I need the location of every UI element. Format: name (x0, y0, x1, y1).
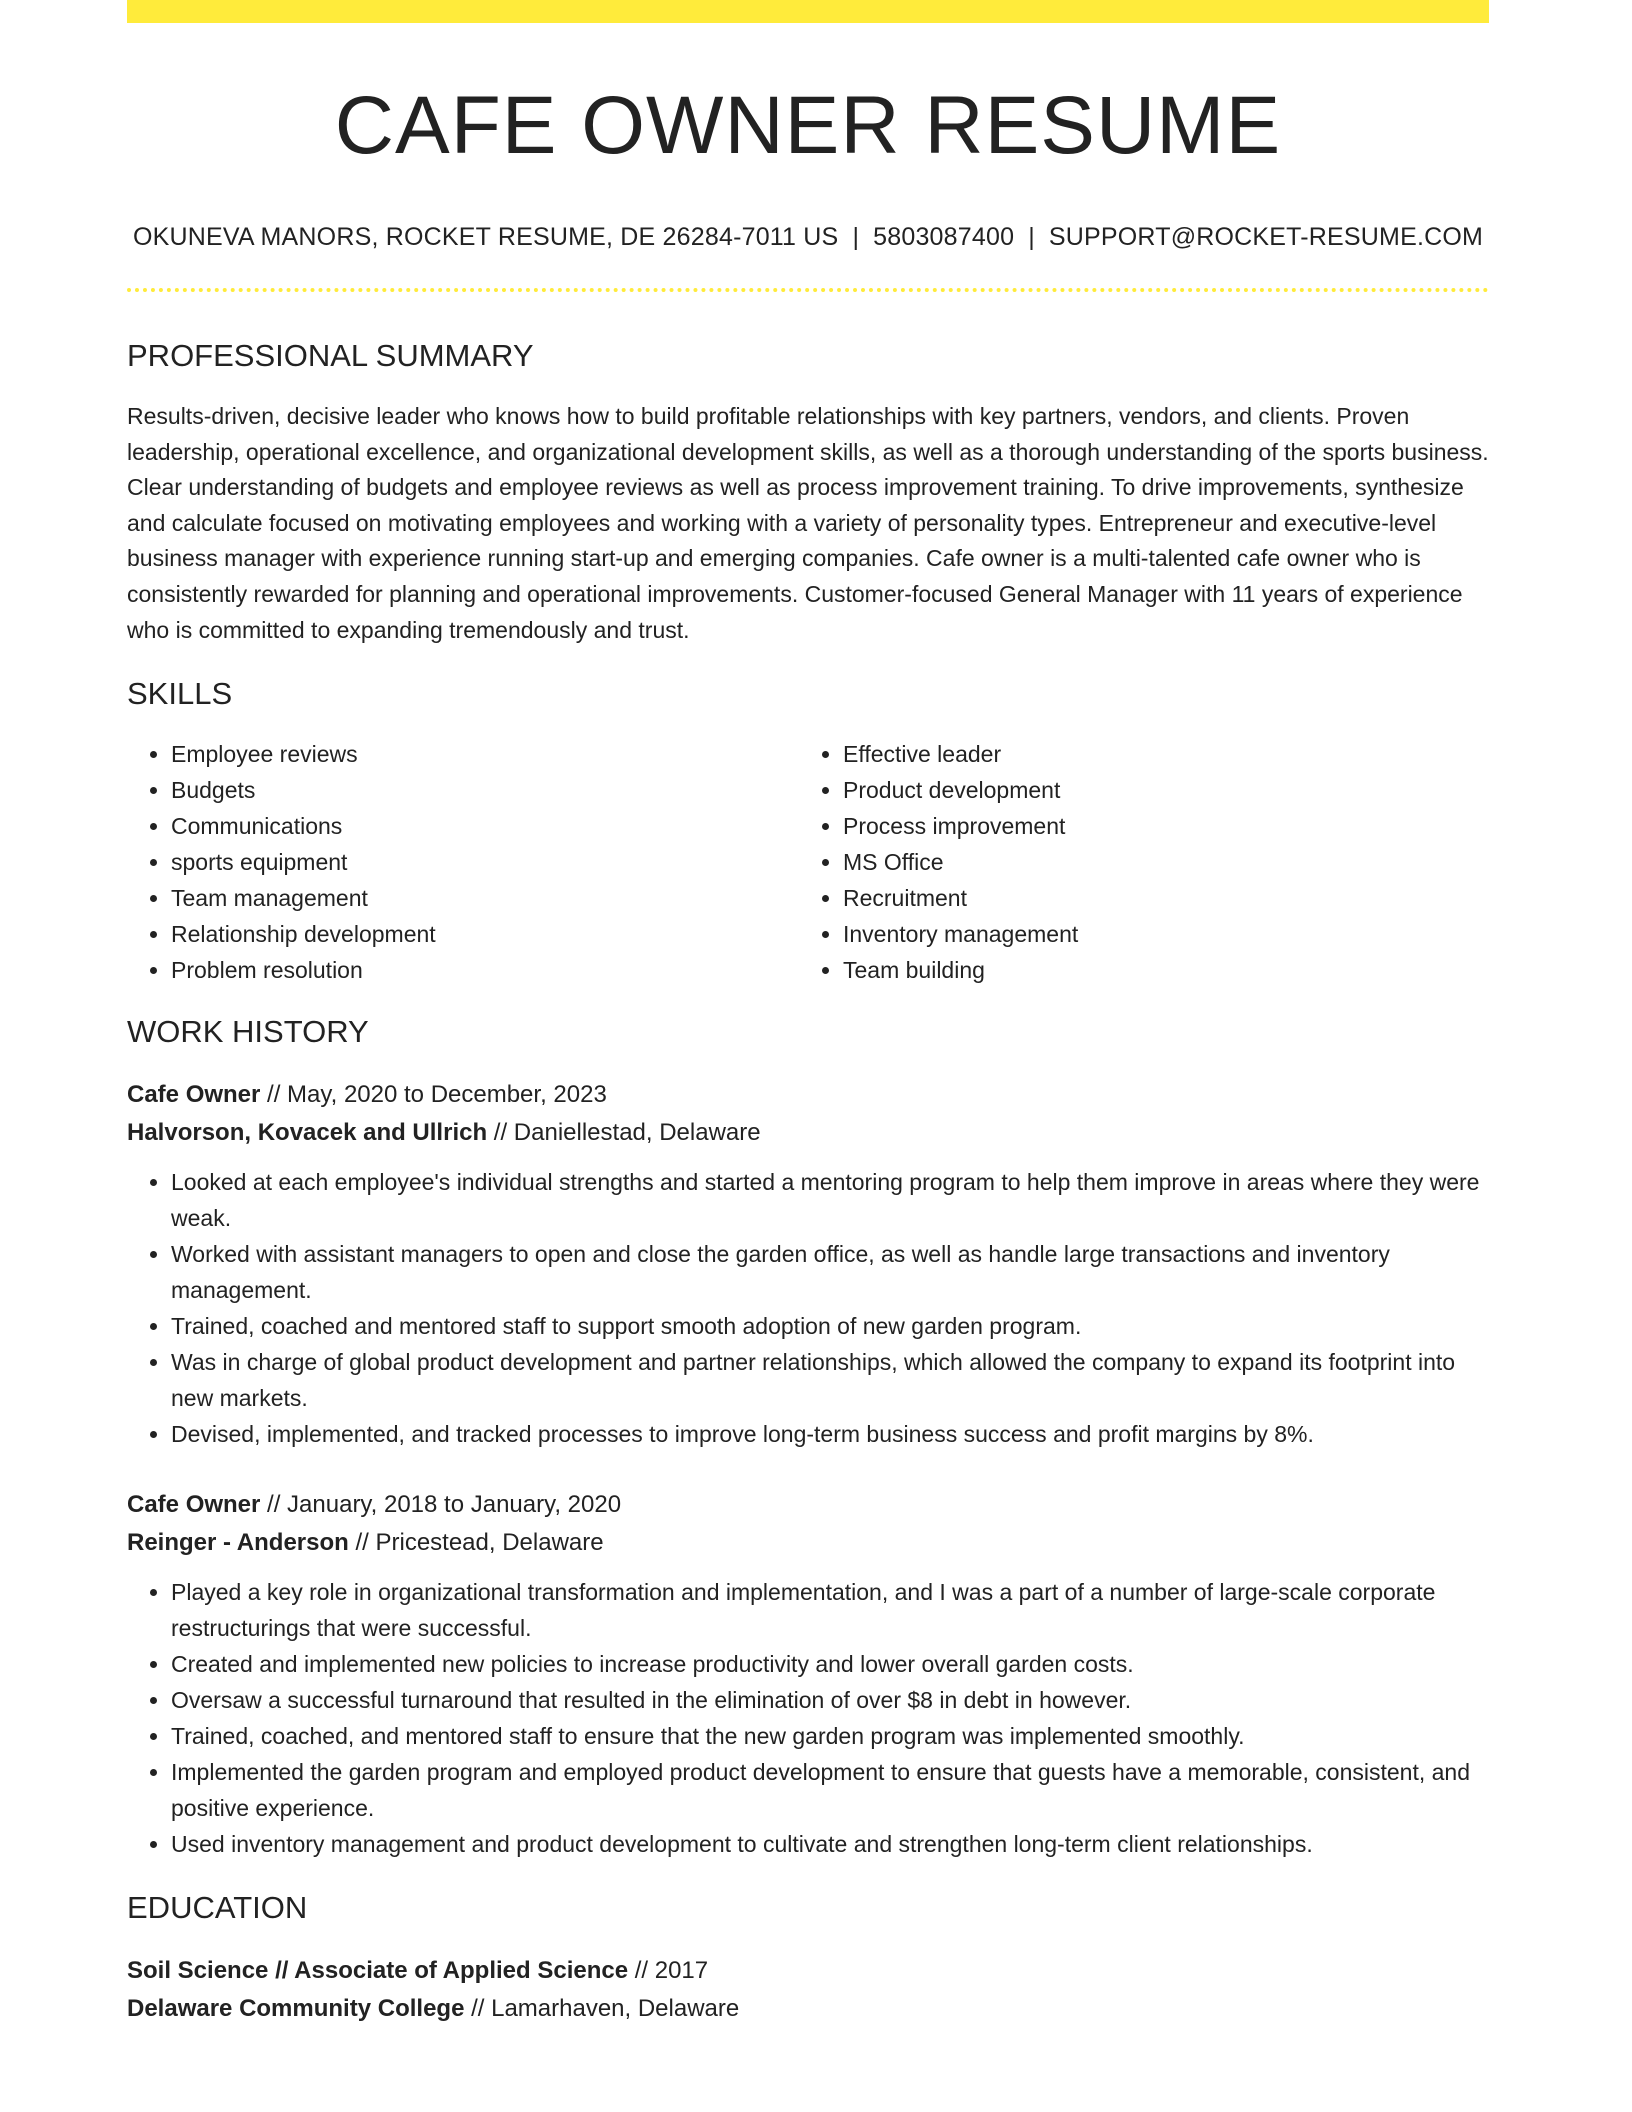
skills-grid (127, 736, 1489, 988)
job-dates: // May, 2020 to December, 2023 (267, 1081, 607, 1109)
resume-page (127, 0, 1489, 2028)
education-entry (127, 1952, 1489, 2028)
job-title-line (127, 1076, 1489, 1114)
skill-item: • Inventory management (843, 916, 1471, 952)
job-entry (127, 1076, 1489, 1452)
job-bullet: • Implemented the garden program and employed product development to ensure that guests have a memorable, consistent, and positive experience. (171, 1754, 1489, 1826)
job-bullet: • Created and implemented new policies to increase productivity and lower overall garden costs. (171, 1646, 1489, 1682)
education-school-line (127, 1990, 1489, 2028)
job-bullet: • Oversaw a successful turnaround that resulted in the elimination of over $8 in debt in however. (171, 1682, 1489, 1718)
skills-heading: SKILLS (127, 676, 233, 712)
summary-heading: PROFESSIONAL SUMMARY (127, 338, 534, 374)
job-bullet: • Worked with assistant managers to open and close the garden office, as well as handle large transactions and inventory management. (171, 1236, 1489, 1308)
job-location: // Pricestead, Delaware (355, 1529, 604, 1557)
job-company-line (127, 1524, 1489, 1562)
summary-text: Results-driven, decisive leader who knows how to build profitable relationships with key partners, vendors, and clients. Proven leadership, operational excellence, and organizational development skills, as well as a thorough understanding of the sports business. Clear understanding of budgets and employee reviews as well as process improvement training. To drive improvements, synthesize and calculate focused on motivating employees and working with a variety of personality types. Entrepreneur and executive-level business manager with experience running start-up and emerging companies. Cafe owner is a multi-talented cafe owner who is consistently rewarded for planning and operational improvements. Customer-focused General Manager with 11 years of experience who is committed to expanding tremendously and trust. (127, 403, 1489, 643)
resume-title: CAFE OWNER RESUME (334, 80, 1282, 171)
skill-item: • Relationship development (171, 916, 799, 952)
contact-separator: | (1028, 223, 1035, 252)
contact-email[interactable]: SUPPORT@ROCKET-RESUME.COM (1048, 223, 1484, 252)
job-bullet: • Played a key role in organizational transformation and implementation, and I was a part of a number of large-scale corporate restructurings that were successful. (171, 1574, 1489, 1646)
dotted-divider (127, 288, 1489, 292)
job-bullet: • Used inventory management and product development to cultivate and strengthen long-term client relationships. (171, 1826, 1489, 1862)
skill-item: • MS Office (843, 844, 1471, 880)
skill-item: • Effective leader (843, 736, 1471, 772)
skill-item: • Team building (843, 952, 1471, 988)
job-company-line (127, 1114, 1489, 1152)
skill-item: • Communications (171, 808, 799, 844)
education-degree: Soil Science // Associate of Applied Science (127, 1957, 629, 1985)
skill-item: • Employee reviews (171, 736, 799, 772)
job-entry (127, 1486, 1489, 1862)
job-title: Cafe Owner (127, 1081, 261, 1109)
education-school: Delaware Community College (127, 1995, 465, 2023)
contact-phone[interactable]: 5803087400 (873, 223, 1015, 252)
contact-address: OKUNEVA MANORS, ROCKET RESUME, DE 26284-7011 US (132, 223, 839, 252)
job-bullets (127, 1574, 1489, 1862)
job-bullet: • Devised, implemented, and tracked processes to improve long-term business success and profit margins by 8%. (171, 1416, 1489, 1452)
job-company: Halvorson, Kovacek and Ullrich (127, 1119, 488, 1147)
job-dates: // January, 2018 to January, 2020 (267, 1491, 622, 1519)
skill-item: • Process improvement (843, 808, 1471, 844)
work-history-heading: WORK HISTORY (127, 1014, 369, 1050)
job-bullets (127, 1164, 1489, 1452)
education-degree-line (127, 1952, 1489, 1990)
job-bullet: • Trained, coached and mentored staff to support smooth adoption of new garden program. (171, 1308, 1489, 1344)
job-bullet: • Looked at each employee's individual strengths and started a mentoring program to help them improve in areas where they were weak. (171, 1164, 1489, 1236)
skill-item: • Recruitment (843, 880, 1471, 916)
job-location: // Daniellestad, Delaware (493, 1119, 761, 1147)
skill-item: • Problem resolution (171, 952, 799, 988)
education-location: // Lamarhaven, Delaware (471, 1995, 740, 2023)
education-year: // 2017 (634, 1957, 709, 1985)
skill-item: • Budgets (171, 772, 799, 808)
skill-item: • Team management (171, 880, 799, 916)
skill-item: • Product development (843, 772, 1471, 808)
skill-item: • sports equipment (171, 844, 799, 880)
education-heading: EDUCATION (127, 1890, 308, 1926)
skills-left-column (127, 736, 799, 988)
job-title-line (127, 1486, 1489, 1524)
skills-right-column (799, 736, 1471, 988)
job-title: Cafe Owner (127, 1491, 261, 1519)
job-bullet: • Was in charge of global product development and partner relationships, which allowed the company to expand its footprint into new markets. (171, 1344, 1489, 1416)
contact-line (127, 223, 1489, 252)
job-company: Reinger - Anderson (127, 1529, 349, 1557)
contact-separator: | (852, 223, 860, 252)
top-accent-bar (127, 0, 1489, 23)
job-bullet: • Trained, coached, and mentored staff to ensure that the new garden program was implemented smoothly. (171, 1718, 1489, 1754)
